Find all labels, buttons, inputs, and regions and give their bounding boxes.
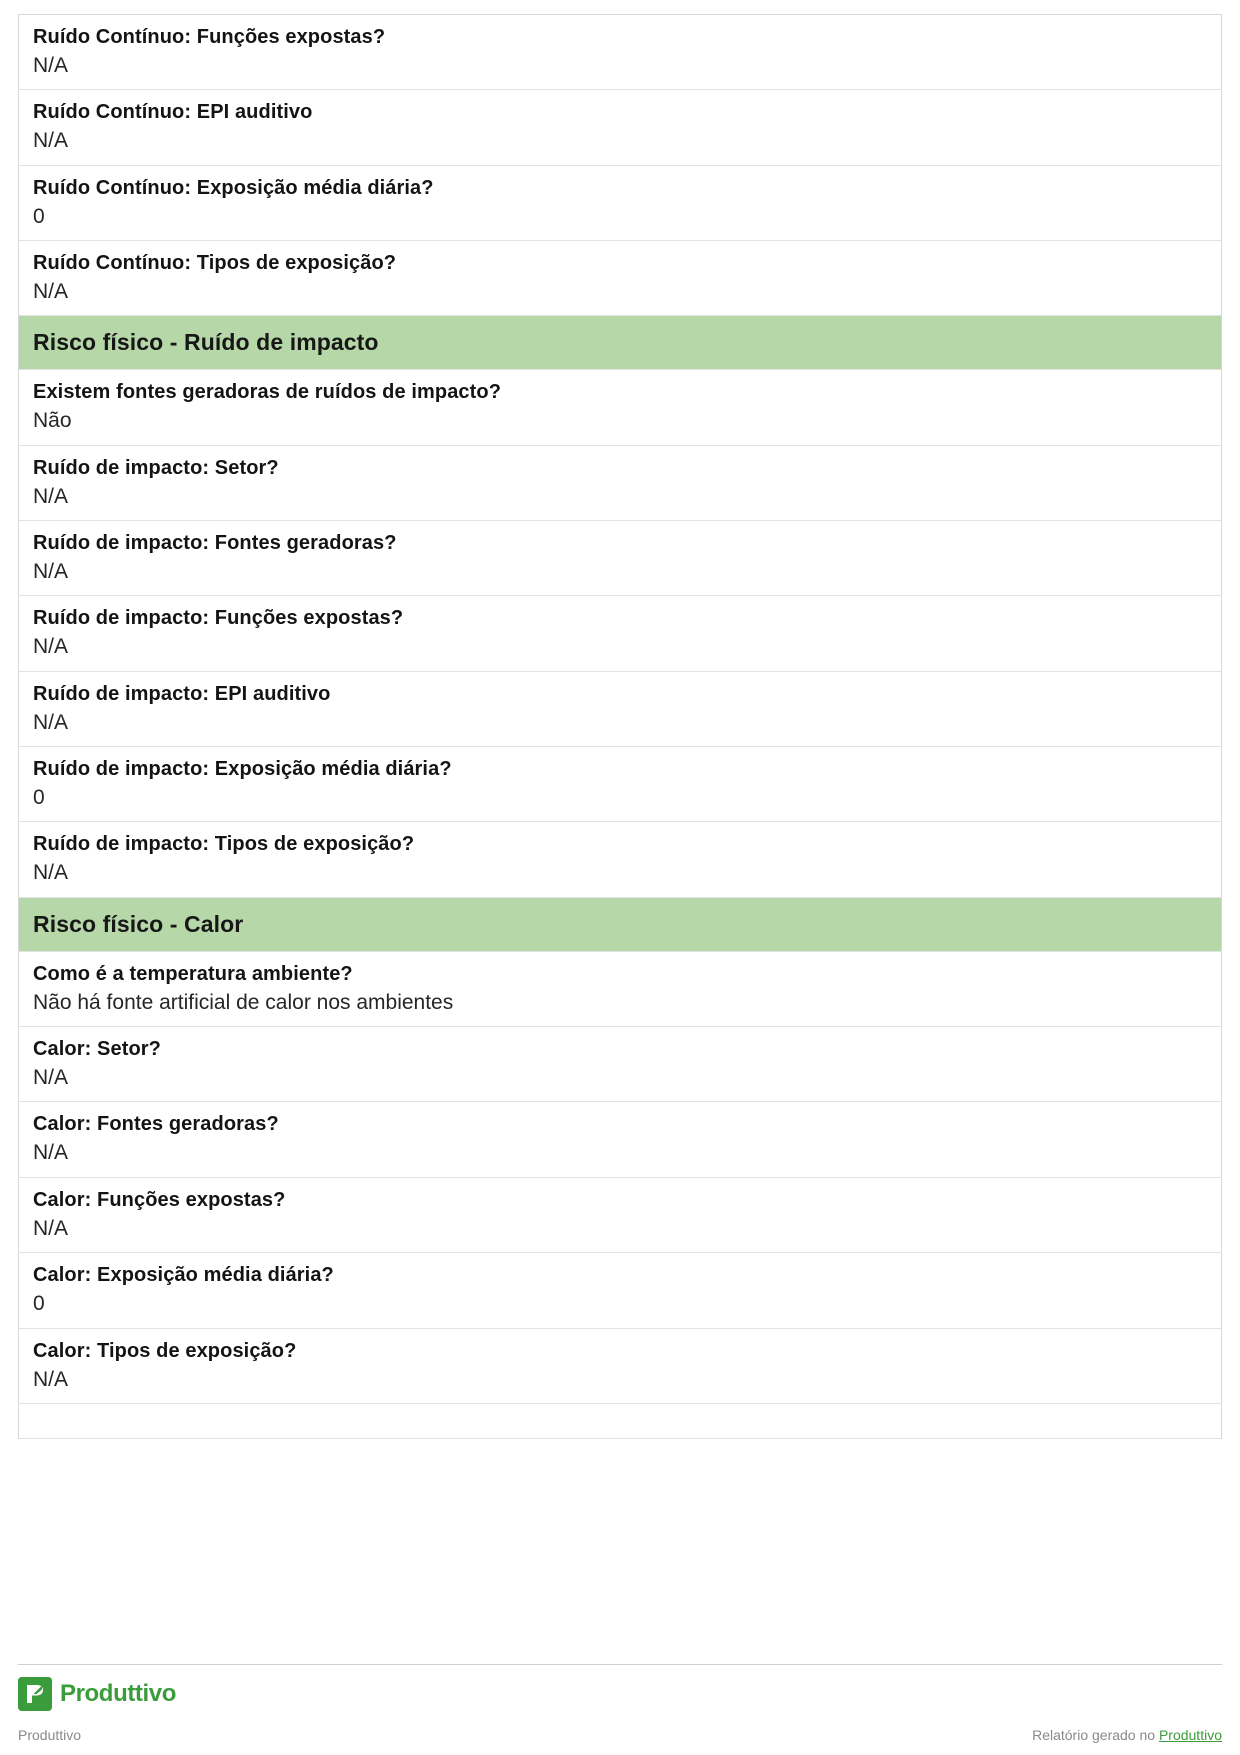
- qa-question: Calor: Setor?: [33, 1038, 161, 1061]
- qa-answer: N/A: [33, 54, 69, 77]
- qa-row: [19, 672, 1221, 747]
- qa-question: Ruído de impacto: Exposição média diária?: [33, 758, 452, 781]
- qa-row: [19, 952, 1221, 1027]
- qa-answer: N/A: [33, 560, 69, 584]
- qa-row: [19, 747, 1221, 822]
- qa-question: Ruído de impacto: Setor?: [33, 456, 279, 479]
- qa-question: Existem fontes geradoras de ruídos de impacto?: [33, 381, 502, 404]
- qa-question: Ruído Contínuo: Exposição média diária?: [33, 176, 434, 199]
- qa-question: Calor: Tipos de exposição?: [33, 1339, 297, 1362]
- qa-answer: N/A: [33, 1141, 69, 1165]
- qa-question: Ruído Contínuo: Funções expostas?: [33, 26, 386, 48]
- page-footer: [18, 1654, 1222, 1755]
- qa-question: Calor: Fontes geradoras?: [33, 1113, 279, 1136]
- qa-question: Calor: Exposição média diária?: [33, 1264, 334, 1287]
- qa-row: [19, 521, 1221, 596]
- produttivo-logo-icon: [18, 1677, 52, 1711]
- qa-answer: Não há fonte artificial de calor nos ambientes: [33, 990, 454, 1014]
- section-title: Risco físico - Calor: [33, 910, 244, 937]
- qa-answer: N/A: [33, 861, 69, 885]
- qa-answer: N/A: [33, 280, 69, 304]
- section-title: Risco físico - Ruído de impacto: [33, 329, 379, 356]
- qa-row: [19, 1178, 1221, 1253]
- qa-row: [19, 822, 1221, 897]
- footer-bottom-bar: [18, 1727, 1222, 1755]
- qa-row: [19, 1329, 1221, 1404]
- qa-question: Ruído de impacto: Tipos de exposição?: [33, 833, 415, 856]
- footer-right-prefix: Relatório gerado no: [1032, 1727, 1159, 1743]
- section-header: [19, 316, 1221, 370]
- qa-row: [19, 166, 1221, 241]
- qa-question: Ruído Contínuo: Tipos de exposição?: [33, 252, 397, 275]
- qa-row: [19, 596, 1221, 671]
- qa-question: Como é a temperatura ambiente?: [33, 962, 353, 985]
- qa-question: Ruído de impacto: Fontes geradoras?: [33, 532, 397, 555]
- qa-answer: 0: [33, 1292, 45, 1316]
- qa-row: [19, 1027, 1221, 1102]
- qa-answer: N/A: [33, 635, 69, 659]
- qa-answer: 0: [33, 786, 45, 810]
- empty-row: [19, 1404, 1221, 1439]
- produttivo-link[interactable]: Produttivo: [1158, 1727, 1222, 1743]
- footer-right-text: [1032, 1727, 1222, 1743]
- qa-answer: N/A: [33, 1066, 69, 1090]
- qa-answer: N/A: [33, 484, 69, 508]
- qa-question: Ruído de impacto: Funções expostas?: [33, 607, 404, 630]
- qa-row: [19, 1253, 1221, 1328]
- brand-wordmark: Produttivo: [60, 1680, 176, 1707]
- qa-row: [19, 370, 1221, 445]
- footer-left-text: Produttivo: [18, 1727, 82, 1743]
- report-content: [18, 14, 1222, 1439]
- brand-logo: [18, 1677, 1222, 1711]
- qa-answer: N/A: [33, 1216, 69, 1240]
- qa-question: Calor: Funções expostas?: [33, 1188, 286, 1211]
- qa-answer: Não: [33, 409, 72, 433]
- qa-answer: N/A: [33, 1367, 69, 1391]
- qa-question: Ruído de impacto: EPI auditivo: [33, 682, 331, 705]
- qa-row: [19, 90, 1221, 165]
- qa-row: [19, 241, 1221, 316]
- qa-answer: N/A: [33, 710, 69, 734]
- qa-answer: 0: [33, 204, 45, 228]
- qa-row: [19, 1102, 1221, 1177]
- qa-question: Ruído Contínuo: EPI auditivo: [33, 101, 313, 124]
- section-header: [19, 898, 1221, 952]
- footer-divider: [18, 1664, 1222, 1665]
- qa-answer: N/A: [33, 129, 69, 153]
- qa-row: [19, 446, 1221, 521]
- qa-row: [19, 15, 1221, 90]
